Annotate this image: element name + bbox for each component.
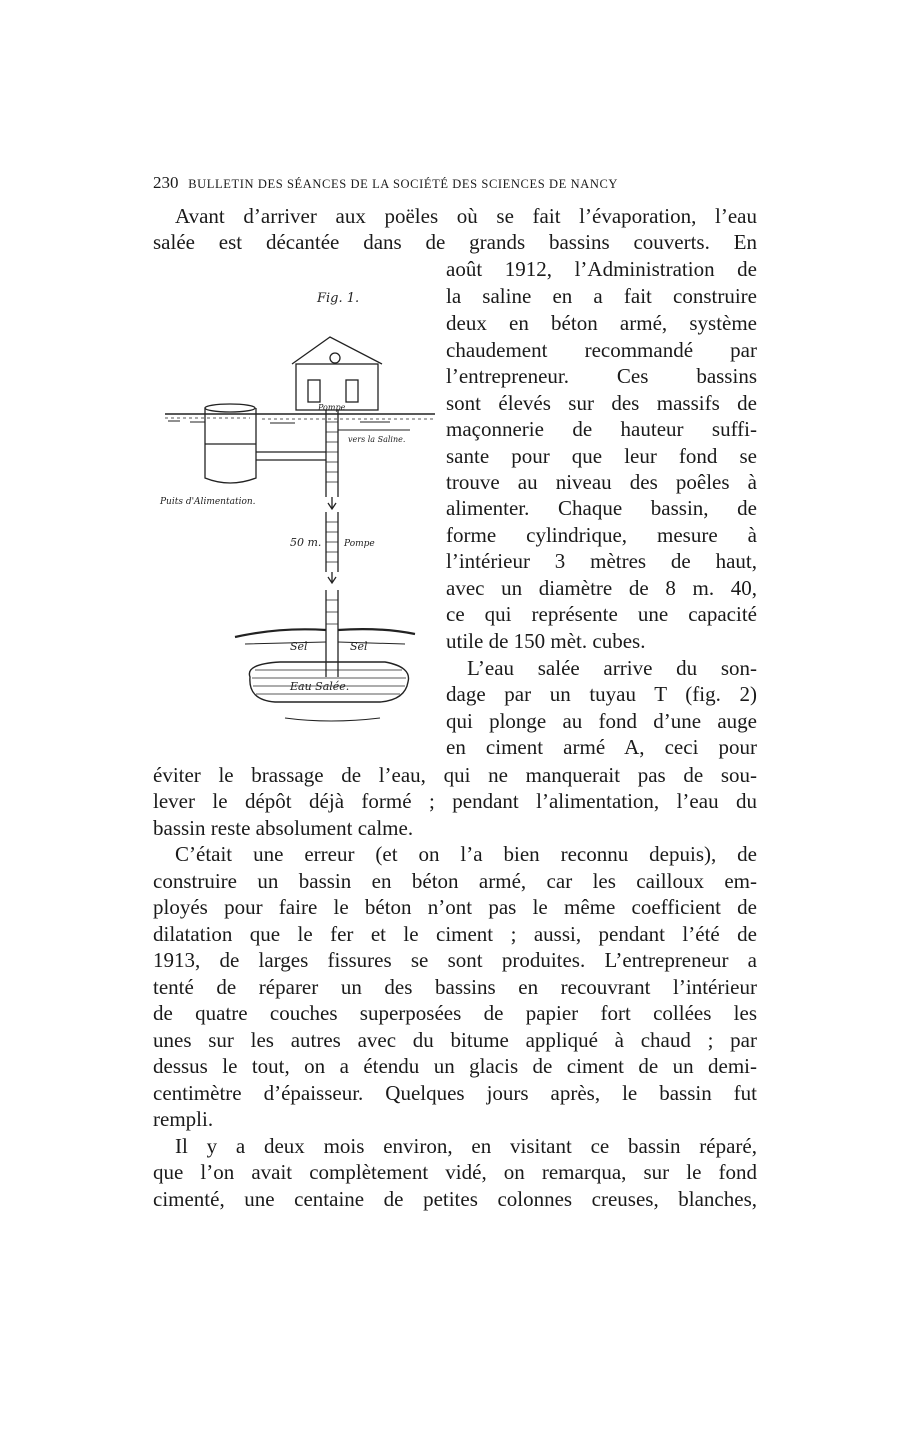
text-line: C’était une erreur (et on l’a bien reconnu depuis), de [175, 842, 757, 866]
text-line: l’intérieur 3 mètres de haut, [446, 549, 757, 573]
text-line: trouve au niveau des poêles à [446, 470, 757, 494]
house-door [308, 380, 320, 402]
text-line: maçonnerie de hauteur suffi- [446, 417, 757, 441]
text-line: ployés pour faire le béton n’ont pas le même coefficient de [153, 895, 757, 919]
label-eau-salee: Eau Salée. [290, 680, 350, 693]
pipe-lower [326, 590, 338, 677]
text-line: unes sur les autres avec du bitume appliqué à chaud ; par [153, 1028, 757, 1052]
text-line: salée est décantée dans de grands bassins couverts. En [153, 230, 757, 254]
puits-top [205, 404, 255, 412]
text-line: cimenté, une centaine de petites colonnes creuses, blanches, [153, 1187, 757, 1211]
text-line: construire un bassin en béton armé, car les cailloux em- [153, 869, 757, 893]
text-line: avec un diamètre de 8 m. 40, [446, 576, 757, 600]
ground-dashes [168, 421, 390, 423]
text-line: la saline en a fait construire [446, 284, 757, 308]
salt-layer-line [245, 642, 405, 644]
label-depth: 50 m. [290, 536, 322, 549]
text-line: lever le dépôt déjà formé ; pendant l’alimentation, l’eau du [153, 789, 757, 813]
page-number: 230 [153, 173, 179, 192]
text-line: dage par un tuyau T (fig. 2) [446, 682, 757, 706]
running-header [153, 173, 757, 195]
pump-column [326, 410, 338, 497]
text-line: Il y a deux mois environ, en visitant ce bassin réparé, [175, 1134, 757, 1158]
label-pompe-top: Pompe [318, 403, 346, 412]
text-line: bassin reste absolument calme. [153, 816, 414, 840]
text-line: de quatre couches superposées de papier fort collées les [153, 1001, 757, 1025]
text-line: deux en béton armé, système [446, 311, 757, 335]
pipe-lower-rungs [326, 600, 338, 624]
text-line: 1913, de larges fissures se sont produites. L’entrepreneur a [153, 948, 757, 972]
text-line: tenté de réparer un des bassins en recouvrant l’intérieur [153, 975, 757, 999]
text-line: Avant d’arriver aux poëles où se fait l’évaporation, l’eau [175, 204, 757, 228]
text-line: dilatation que le fer et le ciment ; aussi, pendant l’été de [153, 922, 757, 946]
text-line: l’entrepreneur. Ces bassins [446, 364, 757, 388]
text-line: forme cylindrique, mesure à [446, 523, 757, 547]
text-line: sante pour que leur fond se [446, 444, 757, 468]
label-puits: Puits d'Alimentation. [160, 497, 256, 507]
flow-arrow-2 [328, 572, 336, 583]
label-vers-la-saline: vers la Saline. [348, 435, 406, 444]
brine-well-diagram [150, 282, 440, 742]
pump-column-rungs [326, 422, 338, 482]
text-line: que l’on avait complètement vidé, on remarqua, sur le fond [153, 1160, 757, 1184]
text-line: éviter le brassage de l’eau, qui ne manquerait pas de sou- [153, 763, 757, 787]
figure-caption: Fig. 1. [317, 291, 360, 306]
house-roof [292, 337, 382, 364]
salt-layer-top [235, 629, 415, 637]
text-line: dessus le tout, on a étendu un glacis de ciment de un demi- [153, 1054, 757, 1078]
house-window-round [330, 353, 340, 363]
text-line: chaudement recommandé par [446, 338, 757, 362]
house-window [346, 380, 358, 402]
flow-arrow [328, 497, 336, 509]
label-pompe-mid: Pompe [344, 539, 375, 549]
puits-tank [205, 408, 256, 483]
text-line: en ciment armé A, ceci pour [446, 735, 757, 759]
feed-pipe [256, 452, 326, 460]
label-sel-right: Sel [350, 640, 368, 653]
text-line: alimenter. Chaque bassin, de [446, 496, 757, 520]
text-line: ce qui représente une capacité [446, 602, 757, 626]
text-line: sont élevés sur des massifs de [446, 391, 757, 415]
label-sel-left: Sel [290, 640, 308, 653]
text-line: août 1912, l’Administration de [446, 257, 757, 281]
text-line: qui plonge au fond d’une auge [446, 709, 757, 733]
text-line: utile de 150 mèt. cubes. [446, 629, 646, 653]
text-line: L’eau salée arrive du son- [467, 656, 757, 680]
text-line: centimètre d’épaisseur. Quelques jours après, le bassin fut [153, 1081, 757, 1105]
cavity-base [285, 718, 380, 721]
running-title: BULLETIN DES SÉANCES DE LA SOCIÉTÉ DES SCIENCES DE NANCY [188, 177, 619, 191]
pipe-middle-rungs [326, 522, 338, 562]
figure-1 [150, 282, 440, 742]
text-line: rempli. [153, 1107, 214, 1131]
